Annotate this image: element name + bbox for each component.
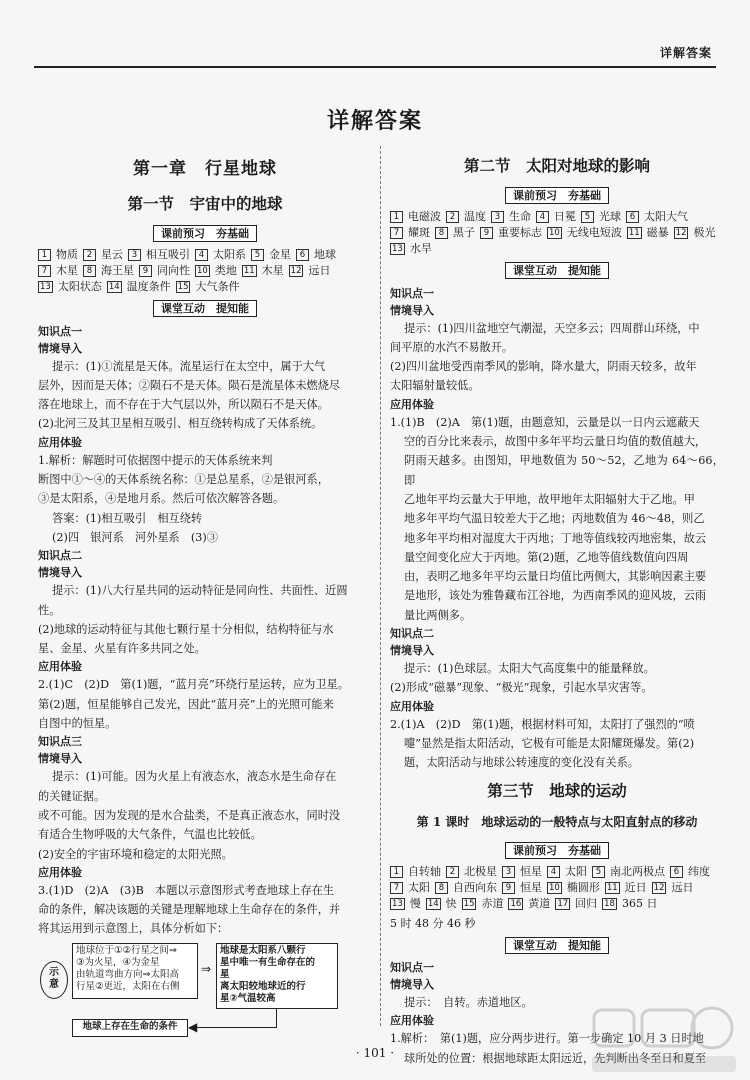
- answer-item: [390, 896, 421, 912]
- diagram-text: 星②气温较高: [220, 992, 276, 1004]
- chapter-title: 第一章 行星地球: [133, 159, 277, 179]
- text-line: 答案：(1)相互吸引 相互绕转: [52, 511, 203, 525]
- class-heading: [390, 261, 724, 280]
- answer-number: 14: [427, 898, 439, 909]
- answer-text: 木星: [261, 264, 284, 278]
- answer-text: 温度: [464, 210, 486, 224]
- class-label: 课堂互动 提知能: [153, 300, 257, 317]
- answer-number: 1: [390, 211, 403, 223]
- right-arrow-icon: ⇒: [201, 961, 212, 976]
- answer-item: [38, 263, 78, 279]
- answer-text: 纬度: [688, 864, 710, 878]
- sub-heading: 情境导入: [38, 341, 82, 355]
- answer-number: 4: [536, 211, 549, 223]
- text-line: 题，太阳活动与地球公转速度的变化没有关系。: [404, 756, 639, 770]
- main-title: 详解答案: [326, 108, 423, 134]
- text-line: (2)安全的宇宙环境和稳定的太阳光照。: [38, 847, 233, 861]
- sub-heading: 应用体验: [390, 1014, 434, 1028]
- pre-study-answers: [390, 864, 724, 912]
- sub-heading: 应用体验: [38, 865, 82, 879]
- answer-item: [547, 225, 622, 241]
- answer-item: [128, 247, 190, 263]
- text-line: 提示：(1)八大行星共同的运动特征是同向性、共面性、近圆: [52, 584, 348, 598]
- answer-text: 大气条件: [195, 280, 240, 294]
- answer-item: [242, 263, 284, 279]
- text-line: (2)北河三及其卫星相互吸引、相互绕转构成了天体系统。: [38, 417, 323, 431]
- left-arrow-icon: ◀: [188, 1019, 198, 1034]
- answer-number: 15: [177, 282, 189, 293]
- text-line: 量比两侧多。: [404, 608, 472, 622]
- text-line: (2)形成“磁暴”现象、“极光”现象，引起水旱灾害等。: [390, 681, 653, 695]
- section-title: 第三节 地球的运动: [487, 780, 627, 800]
- answer-text: 太阳状态: [57, 280, 102, 294]
- text-line: 地多年平均相对湿度大于丙地；丁地等值线较丙地密集，故云: [404, 531, 707, 545]
- answer-item: [435, 880, 497, 896]
- class-heading: [38, 299, 372, 318]
- answer-number: 8: [435, 882, 448, 894]
- section-title: 第一节 宇宙中的地球: [127, 194, 283, 213]
- answer-number: 4: [195, 249, 208, 261]
- flow-diagram: [38, 941, 372, 1051]
- answer-text: 电磁波: [408, 210, 441, 224]
- answer-text: 太阳大气: [644, 210, 688, 224]
- answer-text: 物质: [56, 248, 78, 262]
- answer-item: [627, 225, 669, 241]
- answer-number: 5: [251, 249, 264, 261]
- knowledge-point-heading: 知识点三: [38, 735, 82, 749]
- answer-text: 金星: [269, 248, 291, 262]
- answer-number: 7: [38, 265, 51, 277]
- answer-text: 太阳: [408, 880, 430, 894]
- text-line: 层外，因而是天体；②陨石不是天体。陨石是流星体未燃烧尽: [38, 378, 341, 392]
- sub-heading: 情境导入: [38, 752, 82, 766]
- diagram-oval-char: 意: [49, 978, 59, 990]
- text-line: 断图中①～④的天体系统名称：①是总星系，②是银河系，: [38, 473, 329, 487]
- answer-item: [674, 225, 716, 241]
- pre-study-answers: [390, 209, 724, 257]
- answer-number: 6: [296, 249, 309, 261]
- diagram-connector: [276, 1009, 277, 1027]
- answer-text: 自西向东: [453, 880, 497, 894]
- answer-number: 10: [549, 228, 560, 239]
- answer-text: 回归: [575, 896, 598, 910]
- answer-text: 生命: [509, 210, 531, 224]
- answer-item: [435, 225, 475, 241]
- answer-item: [446, 209, 486, 225]
- answer-item: [390, 880, 430, 896]
- diagram-connector: [192, 1027, 277, 1028]
- knowledge-point-heading: 知识点一: [38, 324, 82, 338]
- answer-item: [390, 864, 441, 880]
- answer-item: [426, 896, 457, 912]
- pre-study-heading: [390, 186, 724, 205]
- answer-number: 7: [390, 227, 403, 239]
- diagram-box-earth: [216, 943, 338, 1009]
- sub-heading: 应用体验: [38, 660, 82, 674]
- answer-number: 16: [510, 898, 522, 909]
- answer-number: 5: [581, 211, 594, 223]
- answer-text: 恒星: [520, 864, 542, 878]
- diagram-text: 地球位于①②行星之间⇒: [76, 944, 177, 956]
- answer-number: 9: [480, 227, 493, 239]
- diagram-text: 行星②更近，太阳在右侧: [76, 980, 180, 992]
- answer-item: [251, 247, 291, 263]
- answer-item: [547, 880, 600, 896]
- answer-number: 2: [83, 249, 96, 261]
- answer-item: [446, 864, 497, 880]
- text-line: 乙地年平均云量大于甲地，故甲地年太阳辐射大于乙地。甲: [404, 492, 695, 506]
- answer-text: 磁暴: [646, 226, 669, 240]
- pre-study-tail: 5 时 48 分 46 秒: [390, 916, 476, 930]
- answer-item: [289, 263, 331, 279]
- diagram-box-planets: [72, 943, 198, 999]
- text-line: (2)地球的运动特征与其他七颗行星十分相似，结构特征与水: [38, 622, 334, 636]
- text-line: 间平原的水汽不易散开。: [390, 340, 514, 354]
- answer-item: [38, 279, 102, 295]
- answer-item: [536, 209, 576, 225]
- answer-text: 黑子: [453, 226, 475, 240]
- pre-study-label: 课前预习 夯基础: [153, 225, 257, 242]
- answer-number: 12: [653, 882, 665, 893]
- text-line: 球所处的位置：根据地球距太阳远近，先判断出冬至日和夏至: [404, 1051, 707, 1065]
- lesson-title: 第 1 课时 地球运动的一般特点与太阳直射点的移动: [416, 814, 698, 829]
- pre-study-label: 课前预习 夯基础: [505, 187, 609, 204]
- answer-number: 13: [392, 244, 403, 255]
- answer-text: 重要标志: [498, 226, 542, 240]
- pre-study-heading: [38, 224, 372, 243]
- answer-item: [508, 896, 550, 912]
- answer-item: [176, 279, 240, 295]
- answer-item: [83, 263, 134, 279]
- answer-text: 地球: [314, 248, 336, 262]
- answer-text: 相互吸引: [146, 248, 190, 262]
- answer-item: [626, 209, 688, 225]
- text-line: 星、金星、火星有许多共同之处。: [38, 642, 206, 656]
- answer-number: 17: [557, 898, 569, 909]
- sub-heading: 情境导入: [390, 978, 434, 992]
- text-line: 性。: [38, 603, 61, 617]
- answer-text: 耀斑: [408, 226, 430, 240]
- answer-text: 黄道: [528, 896, 551, 910]
- answer-text: 木星: [56, 264, 78, 278]
- pre-study-answers: [38, 247, 372, 295]
- answer-number: 11: [243, 266, 255, 277]
- answer-item: [555, 896, 597, 912]
- text-line: 的关键证据。: [38, 789, 106, 803]
- text-line: 提示：(1)色球层。太阳大气高度集中的能量释放。: [404, 662, 655, 676]
- text-line: 命的条件，解决该题的关键是理解地球上生命存在的条件，并: [38, 903, 341, 917]
- text-line: 提示： 自转。赤道地区。: [404, 996, 533, 1010]
- text-line: 由，表明乙地多年平均云量日均值比两侧大，其影响因素主要: [404, 570, 707, 584]
- answer-item: [502, 864, 542, 880]
- answer-item: [83, 247, 123, 263]
- text-line: (2)四川盆地受西南季风的影响，降水量大，阴雨天较多，故年: [390, 360, 697, 374]
- class-heading: [390, 936, 724, 955]
- answer-text: 南北两极点: [610, 864, 665, 878]
- left-column: [38, 150, 372, 1051]
- answer-text: 水旱: [409, 242, 432, 256]
- answer-item: [491, 209, 531, 225]
- text-line: 是地形，该处为雅鲁藏布江谷地，为西南季风的迎风坡，云雨: [404, 589, 707, 603]
- answer-text: 赤道: [481, 896, 504, 910]
- answer-number: 14: [108, 282, 120, 293]
- answer-number: 12: [290, 266, 302, 277]
- answer-text: 日冕: [554, 210, 576, 224]
- answer-number: 3: [128, 249, 141, 261]
- answer-text: 远日: [671, 880, 694, 894]
- answer-text: 海王星: [101, 264, 134, 278]
- answer-text: 北极星: [464, 864, 497, 878]
- answer-item: [139, 263, 190, 279]
- class-label: 课堂互动 提知能: [505, 937, 609, 954]
- header-rule: [34, 66, 716, 68]
- text-line: 有适合生物呼吸的大气条件，气温也比较低。: [38, 828, 262, 842]
- watermark-logo-icon: [584, 1002, 744, 1076]
- answer-number: 8: [83, 265, 96, 277]
- answer-item: [296, 247, 336, 263]
- answer-number: 10: [549, 882, 560, 893]
- text-line: 嚏”显然是指太阳活动，它极有可能是太阳耀斑爆发。第(2): [404, 736, 695, 750]
- answer-text: 太阳系: [213, 248, 246, 262]
- answer-item: [462, 896, 504, 912]
- answer-number: 11: [606, 882, 618, 893]
- text-line: 提示：(1)①流星是天体。流星运行在太空中，属于大气: [52, 359, 326, 373]
- diagram-text: ③为火星，④为金星: [76, 956, 160, 968]
- knowledge-point-heading: 知识点二: [38, 549, 82, 563]
- answer-item: [547, 864, 587, 880]
- answer-number: 8: [435, 227, 448, 239]
- text-line: 地多年平均气温日较差大于乙地；丙地数值为 46～48，则乙: [404, 512, 705, 526]
- answer-number: 6: [626, 211, 639, 223]
- answer-text: 太阳: [565, 864, 587, 878]
- text-line: 2.(1)C (2)D 第(1)题，“蓝月亮”环绕行星运转，应为卫星。: [38, 678, 349, 692]
- sub-heading: 情境导入: [390, 303, 434, 317]
- diagram-text: 离太阳较地球近的行: [220, 980, 306, 992]
- answer-number: 1: [38, 249, 51, 261]
- answer-item: [670, 864, 710, 880]
- answer-number: 13: [40, 282, 51, 293]
- page-number: · 101 ·: [355, 1046, 395, 1060]
- text-line: ③是太阳系，④是地月系。然后可依次解答各题。: [38, 492, 285, 506]
- text-line: 1.解析：解题时可依据图中提示的天体系统来判: [38, 453, 273, 467]
- knowledge-point-heading: 知识点二: [390, 627, 434, 641]
- answer-item: [390, 209, 441, 225]
- answer-number: 7: [390, 882, 403, 894]
- sub-heading: 情境导入: [390, 644, 434, 658]
- text-line: (2)四 银河系 河外星系 (3)③: [52, 530, 218, 544]
- answer-item: [652, 880, 694, 896]
- knowledge-point-heading: 知识点一: [390, 961, 434, 975]
- answer-text: 近日: [624, 880, 647, 894]
- text-line: 提示：(1)可能。因为火星上有液态水，液态水是生命存在: [52, 770, 337, 784]
- text-line: 第(2)题，恒星能够自己发光，因此“蓝月亮”上的光照可能来: [38, 697, 334, 711]
- diagram-text: 地球是太阳系八颗行: [220, 944, 306, 956]
- sub-heading: 应用体验: [390, 699, 434, 713]
- answer-number: 3: [491, 211, 504, 223]
- answer-number: 5: [592, 866, 605, 878]
- right-column: [390, 150, 724, 1068]
- answer-item: [195, 247, 246, 263]
- answer-number: 11: [628, 228, 640, 239]
- answer-number: 9: [502, 882, 515, 894]
- answer-text: 椭圆形: [566, 880, 600, 894]
- answer-number: 1: [390, 866, 403, 878]
- running-title: 详解答案: [659, 46, 712, 60]
- sub-heading: 应用体验: [390, 397, 434, 411]
- text-line: 落在地球上，而不存在于大气层以外，所以陨石不是天体。: [38, 398, 329, 412]
- answer-text: 恒星: [520, 880, 542, 894]
- diagram-box-conditions: 地球上存在生命的条件: [72, 1019, 188, 1037]
- answer-item: [581, 209, 621, 225]
- answer-text: 无线电短波: [566, 226, 622, 240]
- diagram-text: 星: [220, 968, 230, 980]
- answer-item: [502, 880, 542, 896]
- answer-text: 快: [445, 896, 457, 910]
- answer-number: 2: [446, 866, 459, 878]
- answer-text: 自转轴: [408, 864, 441, 878]
- answer-text: 365 日: [621, 896, 658, 910]
- column-divider: [380, 146, 381, 1026]
- answer-text: 温度条件: [126, 280, 171, 294]
- text-line: 1.解析： 第(1)题，应分两步进行。第一步确定 10 月 3 日时地: [390, 1032, 704, 1046]
- text-line: 3.(1)D (2)A (3)B 本题以示意图形式考查地球上存在生: [38, 883, 335, 897]
- diagram-oval: [40, 961, 68, 999]
- text-line: 1.(1)B (2)A 第(1)题，由题意知，云量是以一日内云遮蔽天: [390, 415, 700, 429]
- text-line: 将其运用到示意图上，具体分析如下：: [38, 922, 229, 936]
- answer-text: 同向性: [157, 264, 190, 278]
- answer-text: 远日: [308, 264, 331, 278]
- text-line: 阴雨天越多。由图知，甲地数值为 50～52，乙地为 64～66，即: [404, 454, 724, 487]
- section-title: 第二节 太阳对地球的影响: [463, 156, 650, 175]
- answer-number: 9: [139, 265, 152, 277]
- answer-item: [390, 225, 430, 241]
- answer-number: 3: [502, 866, 515, 878]
- answer-number: 13: [392, 898, 403, 909]
- answer-text: 星云: [101, 248, 123, 262]
- answer-item: [605, 880, 647, 896]
- answer-number: 4: [547, 866, 560, 878]
- answer-item: [38, 247, 78, 263]
- diagram-text: 星中唯一有生命存在的: [220, 956, 316, 968]
- text-line: 空的百分比来表示，故图中多年平均云量日均值的数值越大，: [404, 435, 707, 449]
- answer-number: 6: [670, 866, 683, 878]
- sub-heading: 情境导入: [38, 566, 82, 580]
- text-line: 太阳辐射量较低。: [390, 379, 480, 393]
- text-line: 或不可能。因为发现的是水合盐类，不是真正液态水，同时没: [38, 808, 341, 822]
- diagram-oval-char: 示: [49, 966, 59, 978]
- text-line: 提示：(1)四川盆地空气潮湿，天空多云；四周群山环绕，中: [404, 321, 700, 335]
- text-line: 量空间变化应大于丙地。第(2)题，乙地等值线数值向四周: [404, 550, 689, 564]
- answer-item: [602, 896, 657, 912]
- answer-number: 2: [446, 211, 459, 223]
- answer-number: 18: [604, 898, 615, 909]
- pre-study-heading: [390, 841, 724, 860]
- answer-item: [480, 225, 542, 241]
- answer-item: [390, 241, 432, 257]
- answer-text: 慢: [409, 896, 421, 910]
- pre-study-label: 课前预习 夯基础: [505, 842, 609, 859]
- answer-text: 类地: [214, 264, 237, 278]
- class-label: 课堂互动 提知能: [505, 262, 609, 279]
- sub-heading: 应用体验: [38, 435, 82, 449]
- answer-item: [195, 263, 237, 279]
- answer-item: [592, 864, 665, 880]
- answer-number: 15: [463, 898, 475, 909]
- answer-text: 光球: [599, 210, 621, 224]
- answer-number: 10: [197, 266, 208, 277]
- text-line: 2.(1)A (2)D 第(1)题，根据材料可知，太阳打了强烈的“喷: [390, 717, 695, 731]
- diagram-text: 由轨道弯曲方向⇒太阳高: [76, 968, 179, 980]
- answer-number: 12: [675, 228, 687, 239]
- answer-text: 极光: [693, 226, 716, 240]
- text-line: 自图中的恒星。: [38, 717, 117, 731]
- knowledge-point-heading: 知识点一: [390, 286, 434, 300]
- answer-item: [107, 279, 171, 295]
